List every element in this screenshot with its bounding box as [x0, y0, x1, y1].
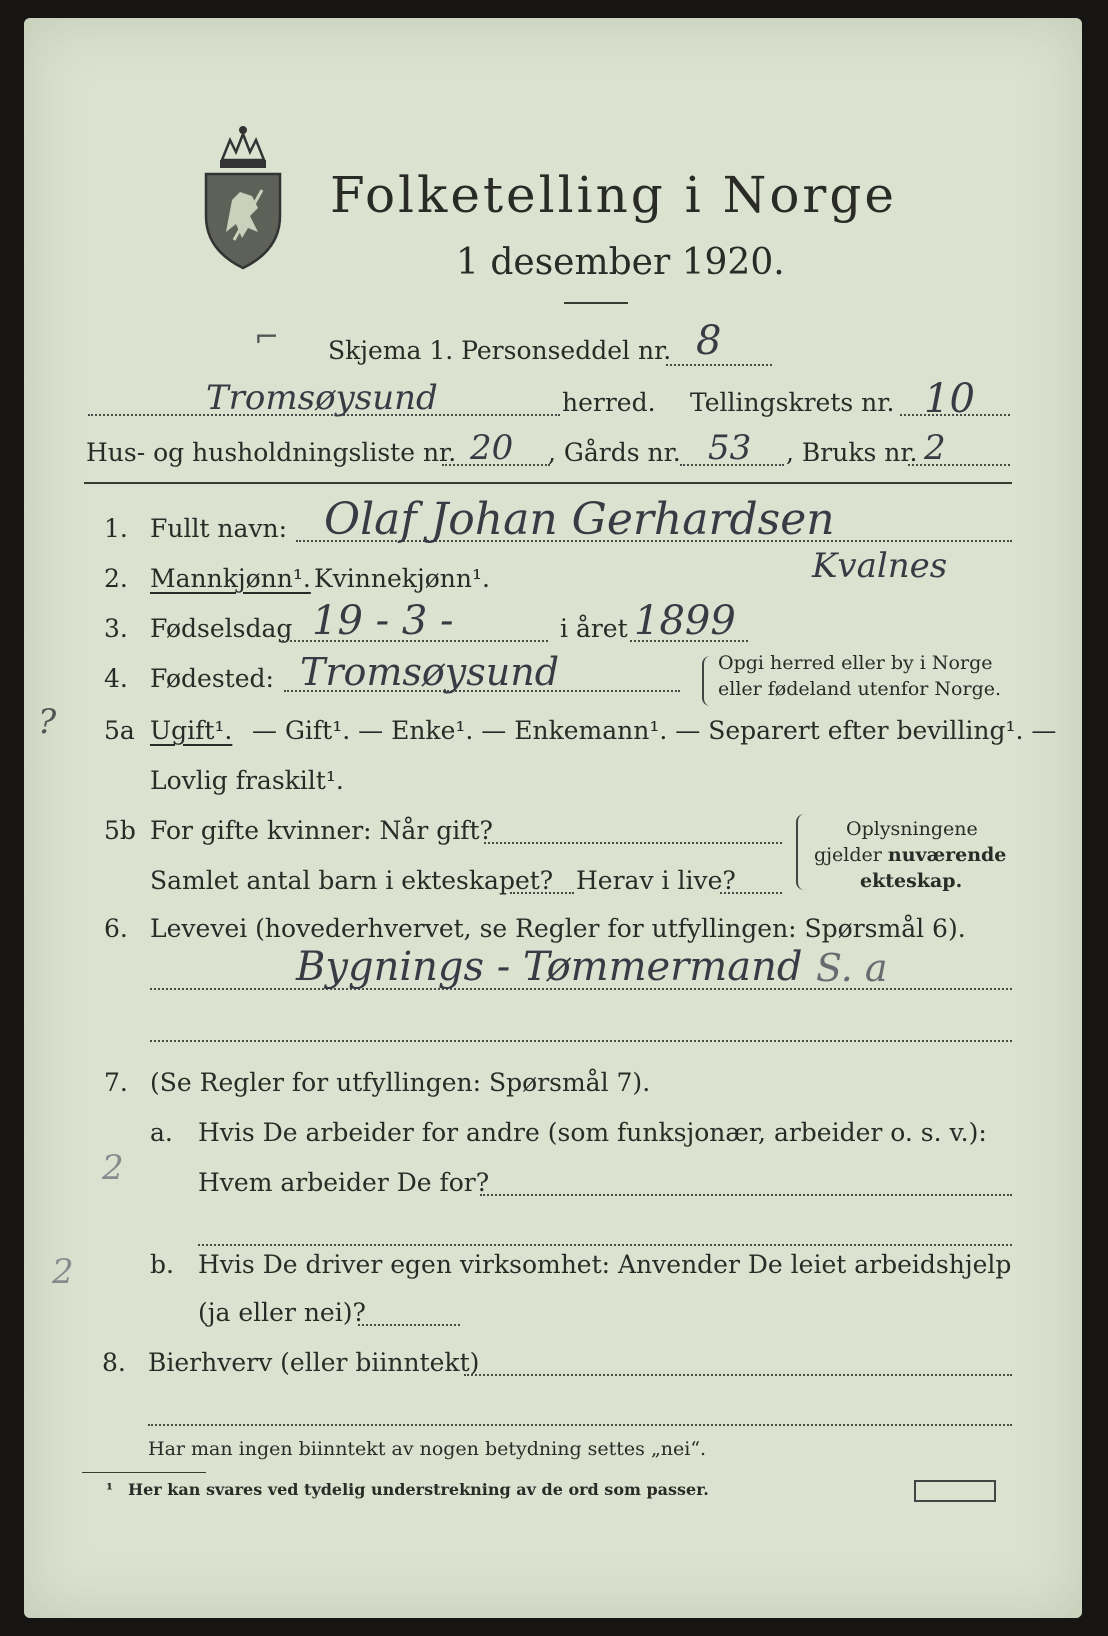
- household-value: 20: [470, 428, 514, 468]
- marital-options: — Gift¹. — Enke¹. — Enkemann¹. — Separert efter bevilling¹. —: [252, 716, 1057, 745]
- birthplace-value: Tromsøysund: [300, 650, 560, 694]
- q3-label: Fødselsdag: [150, 614, 293, 643]
- footnote-text: Her kan svares ved tydelig understrekning av de ord som passer.: [128, 1480, 709, 1499]
- q1-number: 1.: [104, 514, 128, 543]
- q7-number: 7.: [104, 1068, 128, 1097]
- married-when-label: For gifte kvinner: Når gift?: [150, 816, 493, 845]
- q7b-label: Hvis De driver egen virksomhet: Anvender De leiet arbeidshjelp: [198, 1250, 1012, 1279]
- divorced-option[interactable]: Lovlig fraskilt¹.: [150, 766, 344, 795]
- employer-field-2[interactable]: [198, 1244, 1012, 1246]
- children-total-field[interactable]: [510, 892, 574, 894]
- section-divider: [84, 482, 1012, 484]
- printer-stamp: [914, 1480, 996, 1502]
- q6-number: 6.: [104, 914, 128, 943]
- marriage-note-2: gjelder nuværende: [814, 844, 1007, 866]
- unmarried-option[interactable]: Ugift¹.: [150, 716, 233, 745]
- birth-date-value: 19 - 3 -: [312, 598, 454, 644]
- side-income-field-1[interactable]: [464, 1374, 1012, 1376]
- tellingskrets-value: 10: [924, 376, 975, 422]
- title-divider: [564, 302, 628, 304]
- surname-continuation: Kvalnes: [812, 546, 948, 586]
- q7b-label-2: (ja eller nei)?: [198, 1298, 366, 1327]
- bruks-value: 2: [924, 428, 946, 468]
- birthplace-brace: [702, 656, 712, 706]
- employer-field-1[interactable]: [480, 1194, 1012, 1196]
- gards-value: 53: [708, 428, 752, 468]
- female-option[interactable]: Kvinnekjønn¹.: [314, 564, 490, 593]
- bruks-label: , Bruks nr.: [786, 438, 918, 467]
- male-option[interactable]: Mannkjønn¹.: [150, 564, 311, 593]
- q5b-number: 5b: [104, 816, 136, 845]
- pen-mark: ⌐: [254, 320, 280, 355]
- gards-label: , Gårds nr.: [548, 438, 681, 467]
- q7a-label-2: Hvem arbeider De for?: [198, 1168, 490, 1197]
- schema-label: Skjema 1. Personseddel nr.: [328, 336, 672, 365]
- herred-label: herred.: [562, 388, 656, 417]
- children-alive-field[interactable]: [720, 892, 782, 894]
- q5a-number: 5a: [104, 716, 135, 745]
- personseddel-number: 8: [696, 318, 722, 364]
- form-title: Folketelling i Norge: [330, 166, 897, 224]
- birth-year-value: 1899: [634, 598, 736, 644]
- q7a-label: Hvis De arbeider for andre (som funksjonær, arbeider o. s. v.):: [198, 1118, 987, 1147]
- census-date: 1 desember 1920.: [456, 242, 785, 283]
- q1-label: Fullt navn:: [150, 514, 288, 543]
- household-label: Hus- og husholdningsliste nr.: [86, 438, 457, 467]
- q4-label: Fødested:: [150, 664, 274, 693]
- q2-number: 2.: [104, 564, 128, 593]
- coat-of-arms-icon: [200, 120, 286, 270]
- q7b-number: b.: [150, 1250, 174, 1279]
- q8-number: 8.: [102, 1348, 126, 1377]
- census-form: [24, 18, 1082, 1618]
- occupation-field-2[interactable]: [150, 1040, 1012, 1042]
- q7a-number: a.: [150, 1118, 173, 1147]
- q8-label: Bierhverv (eller biinntekt): [148, 1348, 480, 1377]
- children-total-label: Samlet antal barn i ekteskapet?: [150, 866, 554, 895]
- footnote-mark: ¹: [106, 1480, 114, 1499]
- marriage-note-3: ekteskap.: [860, 870, 963, 892]
- hired-help-field[interactable]: [358, 1324, 460, 1326]
- q6-label: Levevei (hovederhvervet, se Regler for utfyllingen: Spørsmål 6).: [150, 914, 966, 943]
- side-income-note: Har man ingen biinntekt av nogen betydning settes „nei“.: [148, 1438, 707, 1460]
- tellingskrets-label: Tellingskrets nr.: [690, 388, 895, 417]
- herred-value: Tromsøysund: [206, 378, 438, 418]
- margin-mark-3: 2: [52, 1252, 74, 1292]
- q7-label: (Se Regler for utfyllingen: Spørsmål 7).: [150, 1068, 651, 1097]
- q3-number: 3.: [104, 614, 128, 643]
- full-name-value: Olaf Johan Gerhardsen: [324, 494, 835, 545]
- married-when-field[interactable]: [484, 842, 782, 844]
- marriage-brace: [796, 814, 806, 890]
- marriage-note-1: Oplysningene: [846, 818, 978, 840]
- margin-mark-1: ?: [38, 702, 57, 742]
- q4-number: 4.: [104, 664, 128, 693]
- birthplace-note-2: eller fødeland utenfor Norge.: [718, 678, 1002, 700]
- occupation-value: Bygnings - Tømmermand: [296, 944, 803, 990]
- personseddel-field[interactable]: [666, 364, 772, 366]
- footnote-rule: [82, 1472, 206, 1473]
- year-label: i året: [560, 614, 628, 643]
- occupation-code: S. a: [816, 946, 888, 990]
- side-income-field-2[interactable]: [148, 1424, 1012, 1426]
- birthplace-note-1: Opgi herred eller by i Norge: [718, 652, 993, 674]
- margin-mark-2: 2: [102, 1148, 124, 1188]
- children-alive-label: Herav i live?: [576, 866, 736, 895]
